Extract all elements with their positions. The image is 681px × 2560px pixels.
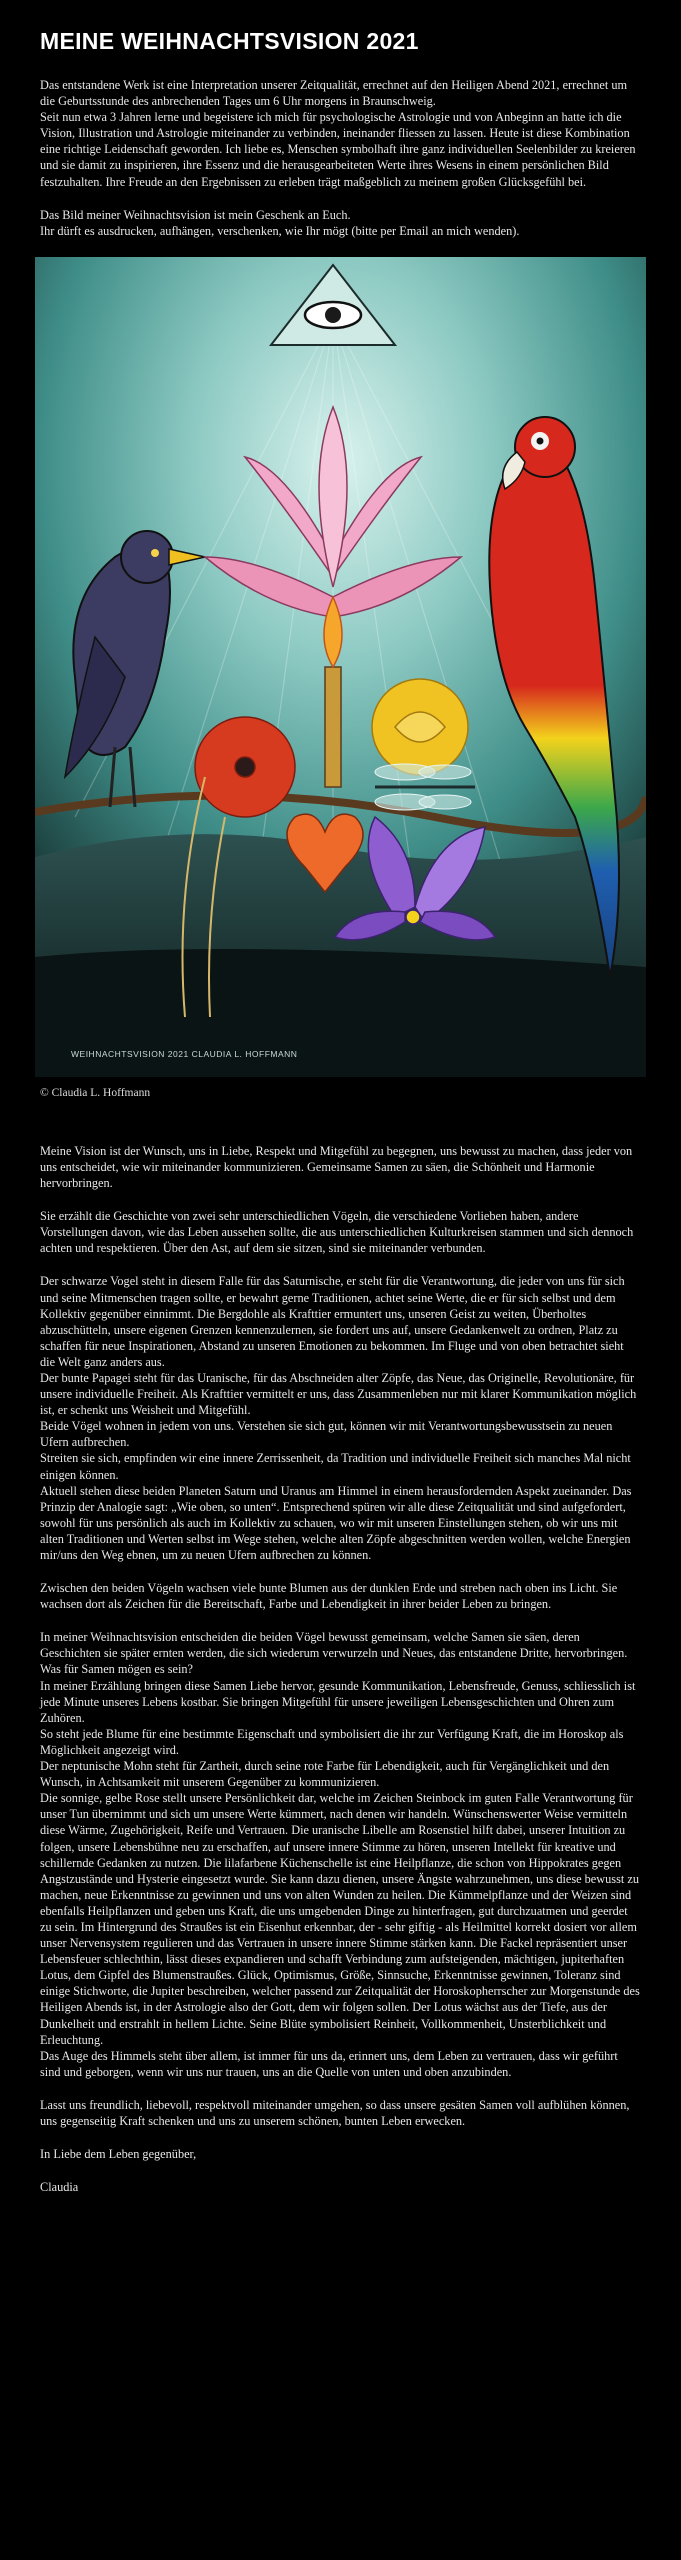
copyright-caption: © Claudia L. Hoffmann (40, 1086, 151, 1099)
body-paragraph: In meiner Weihnachtsvision entscheiden die beiden Vögel bewusst gemeinsam, welche Samen sie säen, deren Geschichten sie später ernten werden, die sich wiederum verwurzeln und Neues, das entstandene Dritte, hervorbringen. Was für Samen mögen es sein? In meiner Erzählung bringen diese Samen Liebe hervor, gesunde Kommunikation, Lebensfreude, Genuss, schliesslich ist jede Minute unseres Lebens kostbar. Sie bringen Mitgefühl für unsere jeweiligen Lebensgeschichten und Ohren zum Zuhören. So steht jede Blume für eine bestimmte Eigenschaft und symbolisiert die ihr zur Verfügung Kraft, die im Horoskop als Möglichkeit angezeigt wird. Der neptunische Mohn steht für Zartheit, durch seine rote Farbe für Lebendigkeit, auch für Vergänglichkeit und den Wunsch, in Achtsamkeit mit unserem Gegenüber zu kommunizieren. Die sonnige, gelbe Rose stellt unsere Persönlichkeit dar, welche im Zeichen Steinbock im guten Falle Verantwortung für unser Tun übernimmt und sich um unsere Werte kümmert, nach denen wir handeln. Wünschenswerter Weise vermitteln diese Wärme, Zugehörigkeit, Reife und Vertrauen. Die uranische Libelle am Rosenstiel hilft dabei, unserer Intuition zu folgen, unsere Lebensbühne neu zu erschaffen, auf unsere innere Stimme zu hören, unseren Intellekt für kreative und schillernde Gedanken zu nutzen. Die lilafarbene Küchenschelle ist eine Heilpflanze, die schon von Hippokrates gegen Angstzustände und Hysterie eingesetzt wurde. Sie kann dazu dienen, unsere Ängste wahrzunehmen, uns diese bewusst zu machen, neue Erkenntnisse zu gewinnen und uns von alten Wunden zu heilen. Die Kümmelpflanze und der Weizen sind ebenfalls Heilpflanzen und geben uns Kraft, die uns umgebenden Dinge zu hinterfragen, gut durchzuatmen und geerdet zu sein. Im Hintergrund des Straußes ist ein Eisenhut erkennbar, der - sehr giftig - als Heilmittel korrekt dosiert vor allem unser Nervensystem regulieren und das Vertrauen in unsere innere Stimme stärken kann. Die Fackel repräsentiert unser Lebensfeuer schlechthin, lässt dieses expandieren und schafft Verbindung zum aufsteigenden, mächtigen, jupiterhaften Lotus, dem Gipfel des Blumenstraußes. Glück, Optimismus, Größe, Sinnsuche, Erkenntnisse gewinnen, Toleranz sind einige Stichworte, die Jupiter beschreiben, welcher passend zur Zeitqualität der Horoskopherrscher zur Morgenstunde des Heiligen Abends ist, in der Astrologie also der Gott, dem wir folgen sollen. Der Lotus wächst aus der Tiefe, aus der Dunkelheit und erstrahlt in hellem Lichte. Seine Blüte symbolisiert Reinheit, Vollkommenheit, Unsterblichkeit und Erleuchtung. Das Auge des Himmels steht über allem, ist immer für uns da, erinnert uns, dem Leben zu vertrauen, dass wir geführt sind und geborgen, wenn wir uns nur trauen, uns an die Quelle von unten und oben anzubinden. (40, 1630, 640, 2079)
body-paragraph: Lasst uns freundlich, liebevoll, respektvoll miteinander umgehen, so dass unsere gesäten Samen voll aufblühen können, uns gegenseitig Kraft schenken und uns zu unserem schönen, bunten Leben erwecken. (40, 2097, 630, 2128)
signature-name: Claudia (40, 2180, 79, 2195)
artwork-signature: WEIHNACHTSVISION 2021 CLAUDIA L. HOFFMANN (71, 1048, 298, 1059)
closing-line: In Liebe dem Leben gegenüber, (40, 2147, 197, 2162)
page-title: MEINE WEIHNACHTSVISION 2021 (40, 28, 419, 54)
body-paragraph: Sie erzählt die Geschichte von zwei sehr unterschiedlichen Vögeln, die verschiedene Vorlieben haben, andere Vorstellungen davon, wie das Leben aussehen sollte, die aus unterschiedlichen Kulturkreisen stammen und sich dennoch achten und respektieren. Über den Ast, auf dem sie sitzen, sind sie miteinander verbunden. (40, 1209, 634, 1256)
artwork-illustration (35, 257, 646, 1077)
intro-section (40, 77, 641, 239)
artwork-image (35, 257, 646, 1077)
body-paragraph: Der schwarze Vogel steht in diesem Falle für das Saturnische, er steht für die Verantwortung, die jeder von uns für sich und seine Mitmenschen tragen sollte, er bewahrt gerne Traditionen, achtet seine Werte, die er für sich selbst und dem Kollektiv gegenüber einnimmt. Die Bergdohle als Krafttier ermuntert uns, unseren Geist zu weiten, Überholtes abzuschütteln, unsere eigenen Grenzen kennenzulernen, sie fordert uns auf, unsere Gedankenwelt zu ordnen, Platz zu schaffen für neue Inspirationen, Abstand zu unseren Emotionen zu bekommen. Im Fluge und von oben betrachtet sieht die Welt ganz anders aus. Der bunte Papagei steht für das Uranische, für das Abschneiden alter Zöpfe, das Neue, das Originelle, Revolutionäre, für unsere individuelle Freiheit. Als Krafttier vermittelt er uns, dass Zusammenleben nur mit klarer Kommunikation möglich ist, er schenkt uns Weisheit und Mitgefühl. Beide Vögel wohnen in jedem von uns. Verstehen sie sich gut, können wir mit Verantwortungsbewusstsein zu neuen Ufern aufbrechen. Streiten sie sich, empfinden wir eine innere Zerrissenheit, da Tradition und individuelle Freiheit sich manches Mal nicht einigen können. Aktuell stehen diese beiden Planeten Saturn und Uranus am Himmel in einem herausfordernden Aspekt zueinander. Das Prinzip der Analogie sagt: „Wie oben, so unten“. Entsprechend spüren wir alle diese Zeitqualität und sind aufgefordert, sowohl für uns persönlich als auch im Kollektiv zu schauen, wo wir mit unseren Einstellungen stehen, ob wir uns mit alten Traditionen und Werten selbst im Wege stehen, welche alten Zöpfe abgeschnitten werden wollen, welche Energien mir/uns den Weg ebnen, um zu neuen Ufern aufbrechen zu können. (40, 1274, 637, 1562)
body-paragraph: Meine Vision ist der Wunsch, uns in Liebe, Respekt und Mitgefühl zu begegnen, uns bewusst zu machen, dass jeder von uns entscheidet, wie wir miteinander kommunizieren. Gemeinsame Samen zu säen, die Schönheit und Harmonie hervorbringen. (40, 1143, 633, 1191)
body-section (40, 1143, 641, 2195)
body-paragraph: Zwischen den beiden Vögeln wachsen viele bunte Blumen aus der dunklen Erde und streben nach oben ins Licht. Sie wachsen dort als Zeichen für die Bereitschaft, Farbe und Lebendigkeit in ihrer beider Leben zu bringen. (40, 1581, 618, 1612)
intro-paragraph: Das entstandene Werk ist eine Interpretation unserer Zeitqualität, errechnet auf den Heiligen Abend 2021, errechnet um die Geburtsstunde des anbrechenden Tages um 6 Uhr morgens in Braunschweig. Seit nun etwa 3 Jahren lerne und begeistere ich mich für psychologische Astrologie und von Anbeginn an hatte ich die Vision, Illustration und Astrologie miteinander zu verbinden, ineinander fliessen zu lassen. Heute ist diese Kombination eine richtige Leidenschaft geworden. Ich liebe es, Menschen symbolhaft ihre ganz individuellen Seelenbilder zu kreieren und sie damit zu inspirieren, ihre Essenz und die herausgearbeiteten Werte ihres Wesens in einem persönlichen Bild festzuhalten. Ihre Freude an den Ergebnissen zu erleben trägt maßgeblich zu meinem großen Glücksgefühl bei. (40, 78, 636, 189)
intro-paragraph: Das Bild meiner Weihnachtsvision ist mein Geschenk an Euch. Ihr dürft es ausdrucken, aufhängen, verschenken, wie Ihr mögt (bitte per Email an mich wenden). (40, 207, 520, 238)
